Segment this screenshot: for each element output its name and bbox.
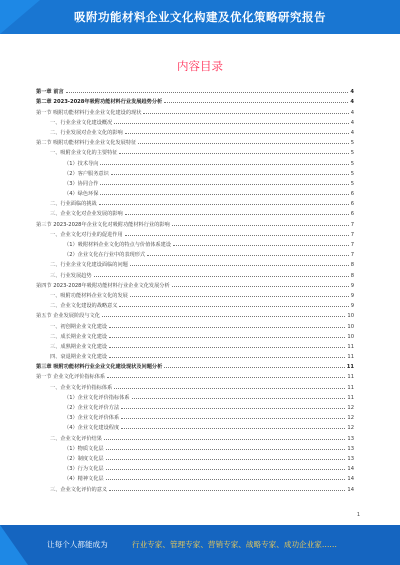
toc-entry[interactable]: [36, 411, 354, 421]
toc-entry-page: 9: [350, 292, 354, 299]
toc-entry-page: 8: [350, 262, 354, 269]
toc-entry-page: 5: [350, 160, 354, 167]
toc-leader-dots: [138, 143, 348, 144]
toc-entry[interactable]: [36, 167, 354, 177]
toc-entry[interactable]: [36, 116, 354, 126]
toc-entry-text: 二、行业企业文化建设面临的问题: [50, 262, 128, 269]
toc-leader-dots: [66, 92, 349, 93]
toc-entry-page: 14: [347, 466, 354, 473]
toc-entry-page: 4: [350, 129, 354, 136]
toc-entry-text: 三、行业发展趋势: [50, 272, 92, 279]
toc-entry-page: 6: [350, 191, 354, 198]
toc-leader-dots: [132, 398, 346, 399]
toc-leader-dots: [125, 214, 349, 215]
toc-leader-dots: [119, 153, 348, 154]
toc-entry-text: （4）企业文化建设程度: [64, 425, 120, 432]
toc-entry-page: 13: [347, 455, 354, 462]
toc-entry-text: （1）物质文化层: [64, 445, 104, 452]
toc-entry-page: 7: [350, 221, 354, 228]
toc-leader-dots: [107, 377, 345, 378]
toc-entry[interactable]: [36, 105, 354, 115]
toc-entry-text: 三、成熟期企业文化建设: [50, 343, 108, 350]
toc-entry-page: 5: [350, 170, 354, 177]
toc-entry-text: 四、衰退期企业文化建设: [50, 354, 108, 361]
toc-entry[interactable]: [36, 319, 354, 329]
toc-entry[interactable]: [36, 156, 354, 166]
toc-entry-page: 5: [350, 180, 354, 187]
toc-entry-page: 6: [350, 211, 354, 218]
toc-entry-text: （4）精神文化层: [64, 476, 104, 483]
toc-entry-page: 7: [350, 242, 354, 248]
toc-leader-dots: [100, 194, 348, 195]
toc-entry[interactable]: [36, 258, 354, 268]
toc-entry[interactable]: [36, 462, 354, 472]
toc-entry-page: 9: [350, 282, 354, 289]
toc-leader-dots: [102, 316, 345, 317]
toc-leader-dots: [119, 306, 348, 307]
toc-leader-dots: [172, 225, 349, 226]
toc-entry[interactable]: [36, 309, 354, 319]
toc-entry-page: 9: [350, 303, 354, 310]
toc-entry-text: 二、行业面临的挑战: [50, 201, 97, 208]
toc-entry[interactable]: [36, 289, 354, 299]
toc-leader-dots: [172, 286, 349, 287]
toc-leader-dots: [109, 357, 345, 358]
toc-entry-text: 第一节 企业文化评价指标体系: [36, 374, 106, 381]
toc-leader-dots: [106, 459, 346, 460]
toc-heading: 内容目录: [177, 59, 223, 73]
toc-entry-page: 12: [347, 405, 354, 411]
toc-entry-text: 二、企业文化评价结果: [50, 435, 102, 442]
toc-entry[interactable]: [36, 146, 354, 156]
toc-leader-dots: [164, 102, 348, 103]
toc-entry[interactable]: [36, 268, 354, 278]
toc-leader-dots: [114, 123, 348, 124]
toc-leader-dots: [130, 265, 349, 266]
toc-entry[interactable]: [36, 207, 354, 217]
toc-leader-dots: [109, 490, 345, 491]
toc-entry-text: 三、企业文化对企业发展的影响: [50, 211, 123, 218]
toc-entry-page: 4: [350, 99, 354, 106]
toc-entry[interactable]: [36, 380, 354, 390]
toc-entry[interactable]: [36, 452, 354, 462]
toc-leader-dots: [109, 347, 345, 348]
toc-leader-dots: [111, 174, 349, 175]
toc-leader-dots: [121, 408, 345, 409]
toc-entry-text: 二、行业发展对企业文化的影响: [50, 129, 123, 136]
toc-entry-text: （3）企业文化评价体系: [64, 415, 120, 422]
toc-entry[interactable]: [36, 431, 354, 441]
toc-entry-page: 4: [350, 89, 354, 96]
toc-entry-page: 14: [347, 486, 354, 493]
toc-entry[interactable]: [36, 197, 354, 207]
toc-entry[interactable]: [36, 228, 354, 238]
toc-entry-page: 14: [347, 476, 354, 483]
footer-accent-shape: [0, 525, 28, 565]
toc-entry[interactable]: [36, 330, 354, 340]
toc-entry[interactable]: [36, 136, 354, 146]
toc-entry[interactable]: [36, 299, 354, 309]
toc-entry-text: 一、初创期企业文化建设: [50, 323, 108, 330]
toc-leader-dots: [106, 469, 346, 470]
toc-entry[interactable]: [36, 350, 354, 360]
toc-entry-page: 10: [347, 323, 354, 330]
toc-entry-page: 4: [350, 119, 354, 126]
toc-entry-text: （2）企业文化在行业中的表现形式: [64, 252, 146, 259]
toc-leader-dots: [99, 204, 349, 205]
toc-entry-page: 6: [350, 201, 354, 208]
toc-leader-dots: [147, 255, 349, 256]
toc-leader-dots: [109, 337, 345, 338]
toc-entry-page: 10: [347, 313, 354, 320]
toc-entry-text: 一、吸附功能材料企业文化的发展: [50, 292, 128, 299]
toc-entry[interactable]: [36, 401, 354, 411]
toc-entry[interactable]: [36, 187, 354, 197]
footer-slogan-right: 行业专家、管理专家、营销专家、战略专家、成功企业家……: [132, 540, 338, 549]
toc-entry-text: （2）企业文化评价方法: [64, 405, 120, 411]
toc-entry[interactable]: [36, 360, 354, 370]
toc-entry[interactable]: [36, 217, 354, 227]
toc-entry-text: 一、吸附企业文化的主要特征: [50, 150, 118, 157]
toc-entry-text: （1）技术导向: [64, 160, 99, 167]
toc-leader-dots: [104, 439, 346, 440]
toc-entry[interactable]: [36, 238, 354, 248]
toc-entry-page: 13: [347, 445, 354, 452]
toc-entry-text: 二、企业文化建设的战略意义: [50, 303, 118, 310]
toc-entry-page: 11: [347, 343, 354, 350]
toc-leader-dots: [94, 276, 349, 277]
toc-leader-dots: [100, 164, 348, 165]
toc-entry-text: 第一章 前言: [36, 89, 64, 96]
toc-entry-text: 第二章 2023-2028年吸附功能材料行业发展趋势分析: [36, 99, 163, 106]
toc-leader-dots: [143, 113, 348, 114]
toc-entry-text: （1）企业文化评价指标体系: [64, 394, 130, 401]
toc-entry-text: （3）协同合作: [64, 180, 99, 187]
report-title: 吸附功能材料企业文化构建及优化策略研究报告: [74, 10, 326, 24]
toc-leader-dots: [173, 245, 349, 246]
toc-entry[interactable]: [36, 370, 354, 380]
toc-entry[interactable]: [36, 391, 354, 401]
toc-entry-text: 一、企业文化对行业的促进作用: [50, 231, 123, 238]
toc-entry-text: （2）制度文化层: [64, 455, 104, 462]
toc-entry-text: 第三节 2023-2028年企业文化对吸附功能材料行业的影响: [36, 221, 170, 228]
toc-entry-page: 7: [350, 252, 354, 259]
toc-entry-page: 7: [350, 231, 354, 238]
toc-entry-text: 第一节 吸附功能材料行业企业文化建设的现状: [36, 109, 142, 116]
toc-leader-dots: [121, 428, 345, 429]
toc-leader-dots: [125, 235, 349, 236]
toc-entry[interactable]: [36, 177, 354, 187]
toc-leader-dots: [106, 449, 346, 450]
toc-entry-text: 第二节 吸附功能材料行业企业文化发展特征: [36, 140, 137, 147]
page-number: 1: [356, 512, 360, 518]
toc-entry-page: 11: [347, 374, 354, 381]
toc-entry[interactable]: [36, 340, 354, 350]
toc-entry-page: 8: [350, 272, 354, 279]
toc-entry-text: 第三章 吸附功能材料行业企业文化建设现状及问题分析: [36, 364, 163, 371]
toc-entry[interactable]: [36, 421, 354, 431]
toc-leader-dots: [164, 367, 344, 368]
toc-entry-text: （1）吸附材料企业文化的特点与价值体系建设: [64, 242, 172, 248]
toc-entry-page: 10: [347, 333, 354, 340]
toc-entry-page: 5: [350, 140, 354, 147]
toc-entry[interactable]: [36, 279, 354, 289]
toc-entry[interactable]: [36, 126, 354, 136]
toc-leader-dots: [114, 388, 345, 389]
toc-entry-text: 二、成长期企业文化建设: [50, 333, 108, 340]
toc-entry-page: 12: [347, 415, 354, 422]
toc-entry-text: 三、企业文化评价的意义: [50, 486, 108, 493]
toc-entry-page: 13: [347, 435, 354, 442]
toc-entry-text: 一、企业文化评价指标体系: [50, 384, 113, 391]
toc-leader-dots: [125, 133, 349, 134]
footer-slogan-left: 让每个人都能成为: [47, 540, 108, 549]
toc-leader-dots: [121, 418, 345, 419]
toc-entry-page: 11: [347, 354, 354, 361]
table-of-contents: [36, 85, 354, 493]
toc-entry-page: 11: [347, 394, 354, 401]
toc-entry-text: 第五节 企业发展阶段与文化: [36, 313, 100, 320]
toc-leader-dots: [100, 184, 348, 185]
toc-leader-dots: [106, 479, 346, 480]
toc-entry[interactable]: [36, 482, 354, 492]
toc-leader-dots: [109, 327, 345, 328]
toc-entry-text: （2）客户服务意识: [64, 170, 109, 177]
toc-entry-page: 11: [346, 364, 354, 371]
toc-entry-text: （3）行为文化层: [64, 466, 104, 473]
toc-entry-text: 第四节 2023-2028年吸附功能材料行业企业文化发展分析: [36, 282, 170, 289]
toc-entry[interactable]: [36, 85, 354, 95]
toc-leader-dots: [130, 296, 349, 297]
toc-entry[interactable]: [36, 472, 354, 482]
toc-entry-text: 一、行业企业文化建设概况: [50, 119, 113, 126]
toc-entry[interactable]: [36, 442, 354, 452]
toc-entry-page: 5: [350, 150, 354, 157]
toc-entry-text: （4）绿色环保: [64, 191, 99, 198]
toc-entry-page: 4: [350, 109, 354, 116]
toc-entry[interactable]: [36, 95, 354, 105]
toc-entry-page: 12: [347, 425, 354, 432]
toc-entry[interactable]: [36, 248, 354, 258]
toc-entry-page: 11: [347, 384, 354, 391]
